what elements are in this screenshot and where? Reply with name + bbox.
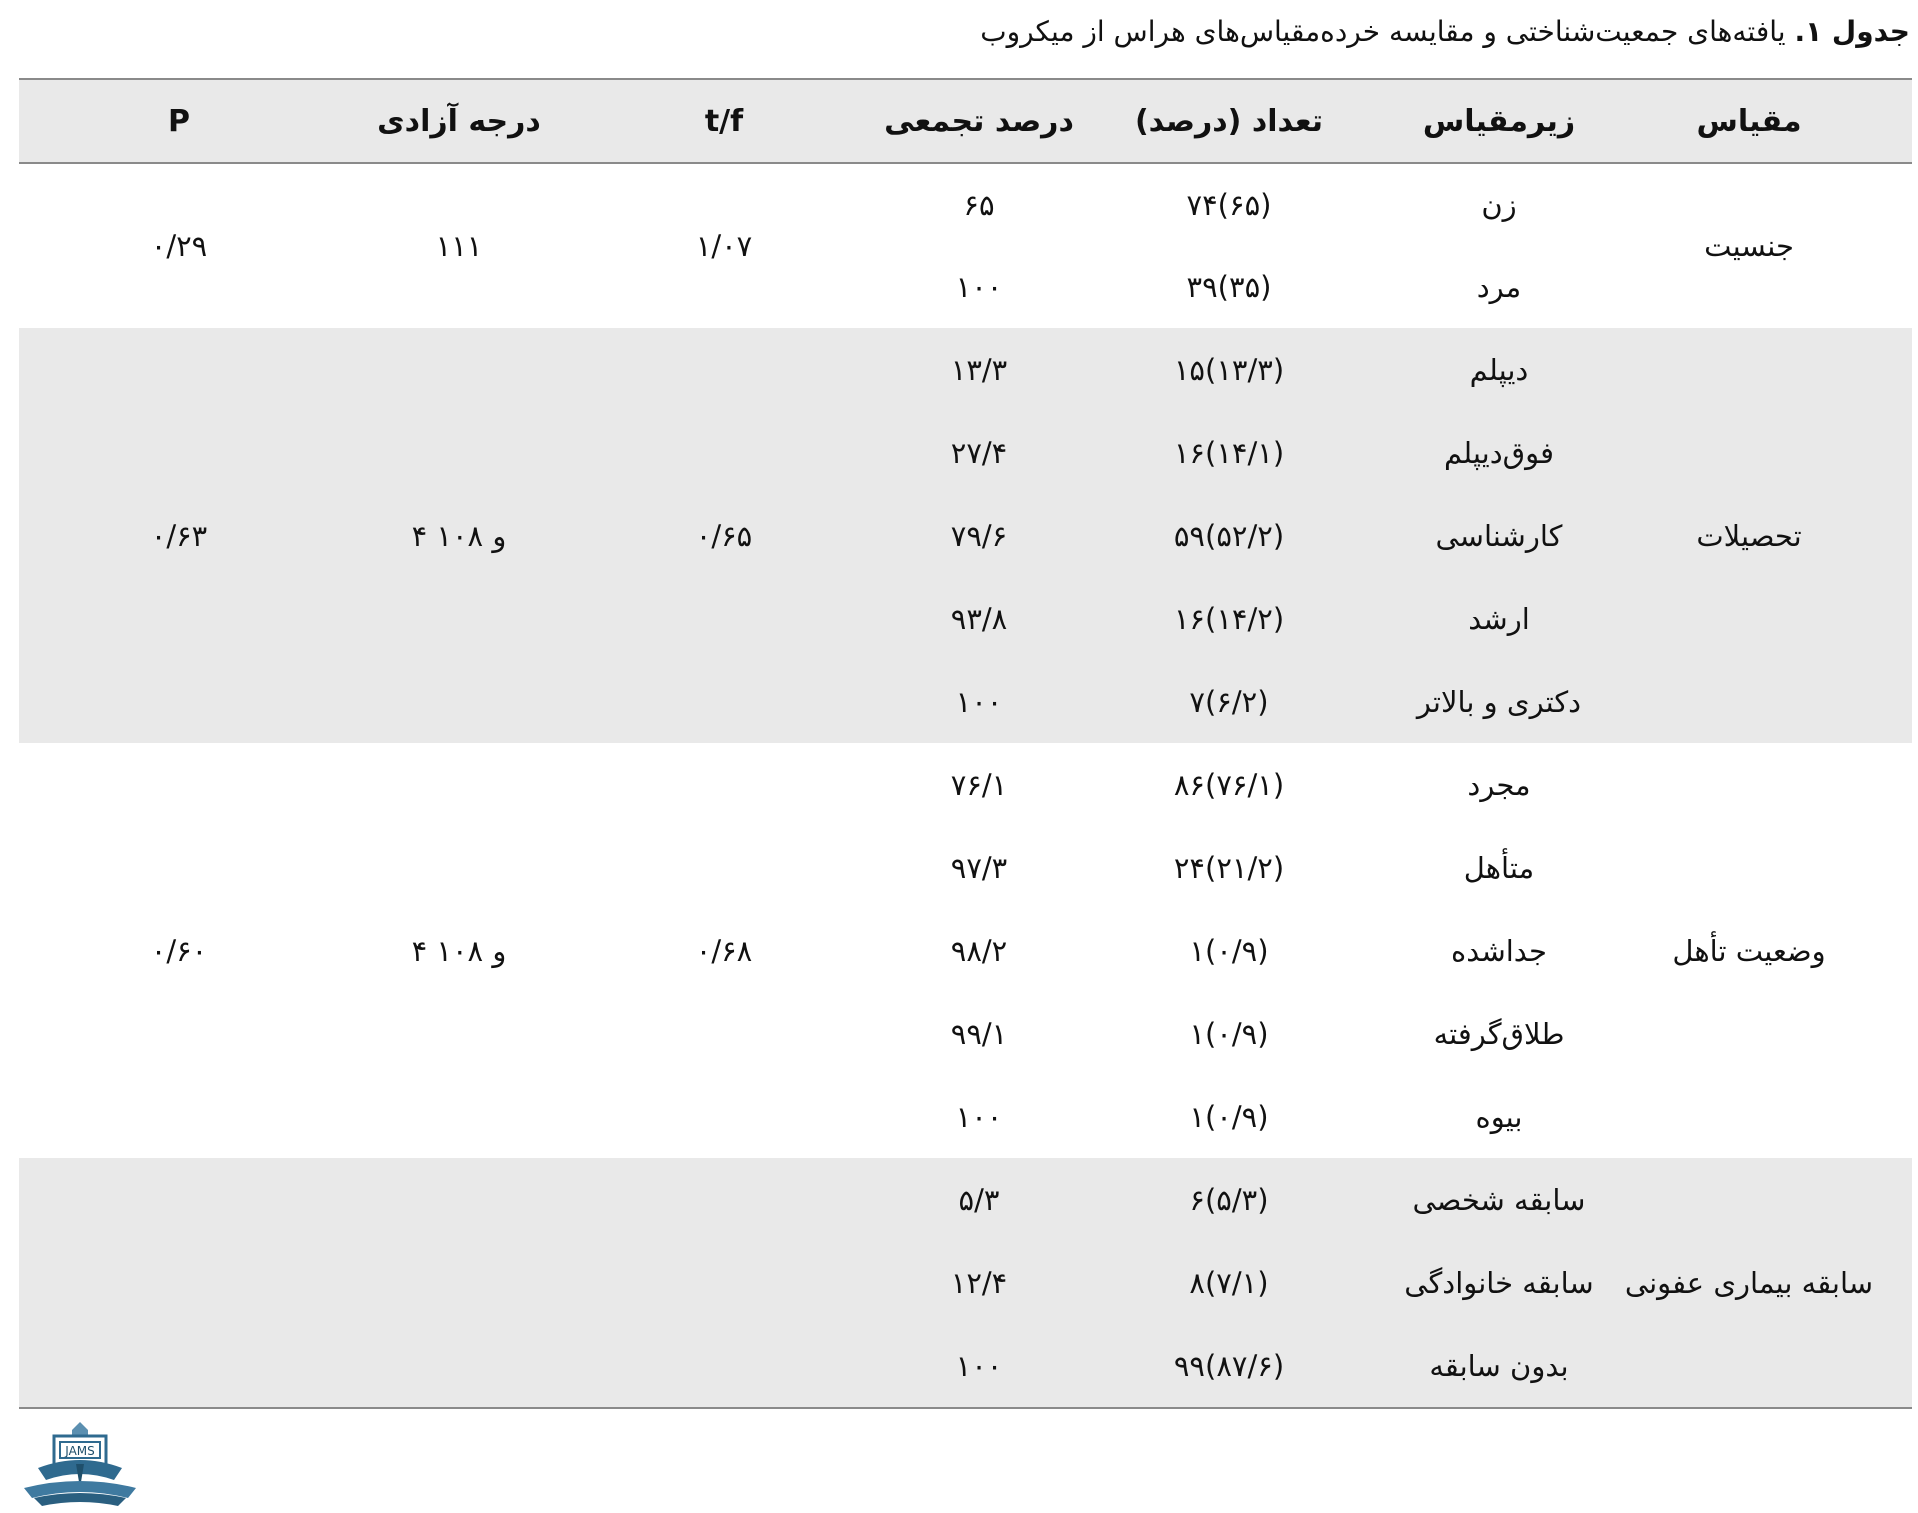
cell-cumulative: ۲۷/۴ [950, 435, 1008, 470]
cell-cumulative: ۱۲/۴ [950, 1265, 1008, 1300]
cell-p: ۰/۶۳ [150, 518, 208, 553]
cell-cumulative: ۷۶/۱ [950, 767, 1008, 802]
header-tf: t/f [704, 103, 744, 139]
caption-text: یافته‌های جمعیت‌شناختی و مقایسه خرده‌مقیاس‌های هراس از میکروب [980, 15, 1786, 48]
cell-count: ۸(۷/۱) [1189, 1265, 1269, 1300]
cell-cumulative: ۹۹/۱ [950, 1016, 1008, 1051]
cell-count: ۶(۵/۳) [1189, 1182, 1269, 1217]
cell-scale: سابقه بیماری عفونی [1624, 1265, 1874, 1300]
cell-scale: وضعیت تأهل [1672, 933, 1826, 968]
cell-cumulative: ۱۰۰ [955, 684, 1003, 719]
jams-logo [18, 1418, 142, 1510]
cell-subscale: مجرد [1467, 767, 1531, 802]
cell-subscale: طلاق‌گرفته [1433, 1016, 1565, 1051]
cell-subscale: زن [1481, 188, 1517, 222]
cell-cumulative: ۱۰۰ [955, 1099, 1003, 1134]
cell-subscale: بیوه [1475, 1099, 1523, 1134]
header-cumulative: درصد تجمعی [884, 103, 1074, 139]
header-p: P [168, 103, 190, 139]
cell-subscale: متأهل [1463, 850, 1535, 885]
cell-tf: ۰/۶۵ [695, 518, 753, 553]
cell-count: ۳۹(۳۵) [1186, 270, 1272, 304]
table-body [19, 164, 1912, 1407]
cell-subscale: ارشد [1468, 601, 1530, 636]
cell-subscale: سابقه شخصی [1412, 1182, 1586, 1217]
cell-count: ۱(۰/۹) [1189, 1099, 1269, 1134]
cell-p: ۰/۲۹ [150, 229, 208, 263]
cell-count: ۱۶(۱۴/۲) [1173, 601, 1285, 636]
cell-count: ۵۹(۵۲/۲) [1173, 518, 1285, 553]
cell-cumulative: ۹۷/۳ [950, 850, 1008, 885]
table-group [19, 328, 1912, 743]
cell-tf: ۰/۶۸ [695, 933, 753, 968]
table-group [19, 743, 1912, 1158]
cell-df [319, 1158, 599, 1407]
header-df: درجه آزادی [377, 103, 541, 139]
cell-count: ۱(۰/۹) [1189, 933, 1269, 968]
cell-cumulative: ۹۳/۸ [950, 601, 1008, 636]
cell-cumulative: ۱۳/۳ [950, 352, 1008, 387]
cell-subscale: بدون سابقه [1429, 1348, 1569, 1383]
cell-scale: جنسیت [1704, 229, 1794, 263]
table-caption [20, 10, 1910, 54]
cell-count: ۸۶(۷۶/۱) [1173, 767, 1285, 802]
cell-subscale: مرد [1476, 270, 1522, 304]
table-group [19, 164, 1912, 328]
cell-p [49, 1158, 309, 1407]
header-subscale: زیرمقیاس [1422, 103, 1576, 139]
cell-tf: ۱/۰۷ [695, 229, 753, 263]
cell-cumulative: ۱۰۰ [955, 270, 1003, 304]
cell-count: ۱(۰/۹) [1189, 1016, 1269, 1051]
cell-subscale: دکتری و بالاتر [1416, 684, 1582, 719]
cell-subscale: فوق‌دیپلم [1444, 435, 1554, 470]
header-scale: مقیاس [1696, 103, 1802, 139]
cell-cumulative: ۷۹/۶ [950, 518, 1008, 553]
cell-subscale: دیپلم [1469, 352, 1529, 387]
cell-subscale: سابقه خانوادگی [1404, 1265, 1594, 1300]
cell-count: ۲۴(۲۱/۲) [1173, 850, 1285, 885]
cell-count: ۷۴(۶۵) [1186, 188, 1272, 222]
cell-df: ۴ و ۱۰۸ [411, 518, 507, 553]
cell-cumulative: ۹۸/۲ [950, 933, 1008, 968]
cell-p: ۰/۶۰ [150, 933, 208, 968]
cell-count: ۷(۶/۲) [1189, 684, 1269, 719]
cell-count: ۱۵(۱۳/۳) [1173, 352, 1285, 387]
cell-scale: تحصیلات [1696, 518, 1802, 553]
cell-cumulative: ۵/۳ [958, 1182, 1000, 1217]
cell-df: ۴ و ۱۰۸ [411, 933, 507, 968]
cell-count: ۹۹(۸۷/۶) [1173, 1348, 1285, 1383]
caption-label: جدول ۱. [1794, 15, 1910, 48]
header-count: تعداد (درصد) [1134, 103, 1324, 139]
table-header-row [19, 80, 1912, 164]
cell-subscale: کارشناسی [1435, 518, 1563, 553]
cell-cumulative: ۱۰۰ [955, 1348, 1003, 1383]
cell-cumulative: ۶۵ [963, 188, 995, 222]
cell-subscale: جداشده [1451, 933, 1547, 968]
table-group [19, 1158, 1912, 1407]
cell-tf [609, 1158, 839, 1407]
cell-df: ۱۱۱ [435, 229, 483, 263]
cell-count: ۱۶(۱۴/۱) [1173, 435, 1285, 470]
demographics-table [19, 78, 1912, 1409]
svg-text:JAMS: JAMS [65, 1444, 95, 1458]
